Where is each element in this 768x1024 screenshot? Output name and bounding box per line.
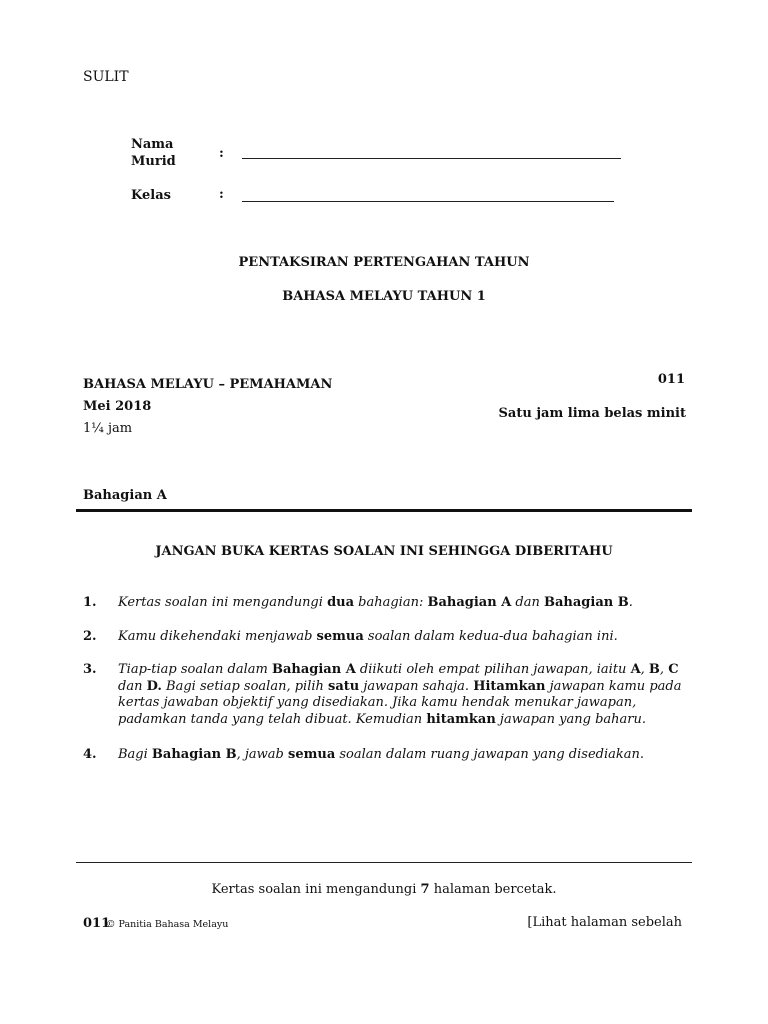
instruction-emphasis: Hitamkan bbox=[473, 678, 546, 694]
instruction-run: jawapan kamu pada kertas jawaban objektif yang disediakan. Jika kamu hendak menukar jawapan, padamkan tanda yang telah dibuat. Kemudian bbox=[118, 678, 682, 727]
turn-over-note: [Lihat halaman sebelah bbox=[527, 915, 682, 930]
student-class-field[interactable] bbox=[242, 201, 614, 202]
instruction-emphasis: A bbox=[630, 662, 641, 677]
instruction-run: Bagi setiap soalan, pilih bbox=[161, 678, 329, 694]
instruction-run: , jawab bbox=[236, 747, 289, 762]
instruction-emphasis: Bahagian A bbox=[427, 595, 512, 610]
footer-copyright: © Panitia Bahasa Melayu bbox=[106, 919, 229, 930]
paper-duration-words: Satu jam lima belas minit bbox=[498, 406, 686, 421]
instruction-run: , bbox=[640, 662, 649, 677]
instruction-run: soalan dalam kedua-dua bahagian ini. bbox=[363, 629, 618, 644]
paper-code: 011 bbox=[657, 372, 685, 387]
student-class-colon: : bbox=[219, 187, 224, 202]
warning-heading: JANGAN BUKA KERTAS SOALAN INI SEHINGGA DIBERITAHU bbox=[155, 544, 613, 559]
student-name-colon: : bbox=[219, 146, 224, 161]
instruction-text bbox=[118, 662, 688, 728]
instruction-run: jawapan sahaja. bbox=[359, 678, 474, 694]
section-divider bbox=[76, 509, 692, 512]
student-name-label: Nama Murid bbox=[131, 137, 176, 169]
page-count-note: Kertas soalan ini mengandungi 7 halaman bercetak. bbox=[211, 882, 557, 897]
instruction-emphasis: semua bbox=[288, 747, 336, 762]
instruction-emphasis: Bahagian B bbox=[544, 595, 629, 610]
instruction-emphasis: B bbox=[648, 662, 660, 677]
instruction-run: Bagi bbox=[118, 747, 152, 762]
instruction-emphasis: Bahagian B bbox=[151, 747, 237, 762]
instruction-emphasis: dua bbox=[327, 595, 355, 610]
instruction-run: , bbox=[659, 662, 669, 677]
instruction-run: Kertas soalan ini mengandungi bbox=[118, 595, 328, 610]
instruction-text bbox=[118, 629, 688, 646]
student-class-label: Kelas bbox=[131, 188, 171, 203]
subject-year-title: BAHASA MELAYU TAHUN 1 bbox=[282, 289, 486, 304]
instruction-run: Tiap-tiap soalan dalam bbox=[118, 662, 272, 677]
paper-subject: BAHASA MELAYU – PEMAHAMAN bbox=[83, 377, 333, 392]
exam-title: PENTAKSIRAN PERTENGAHAN TAHUN bbox=[238, 255, 530, 270]
instruction-emphasis: satu bbox=[328, 678, 360, 694]
instruction-run: Kamu dikehendaki menjawab bbox=[118, 629, 317, 644]
instruction-text bbox=[118, 595, 688, 612]
instruction-emphasis: semua bbox=[316, 629, 364, 644]
instruction-run: soalan dalam ruang jawapan yang disediakan. bbox=[335, 747, 645, 762]
instruction-run: diikuti oleh empat pilihan jawapan, iaitu bbox=[355, 662, 631, 677]
instruction-run: dan bbox=[118, 678, 147, 694]
instruction-run: . bbox=[628, 595, 633, 610]
classification-label: SULIT bbox=[83, 69, 129, 85]
section-label: Bahagian A bbox=[83, 488, 167, 503]
instruction-run: jawapan yang baharu. bbox=[495, 711, 646, 727]
paper-duration: 1¼ jam bbox=[83, 421, 133, 436]
instruction-emphasis: Bahagian A bbox=[271, 662, 356, 677]
instruction-emphasis: hitamkan bbox=[426, 711, 496, 727]
page-count-number: 7 bbox=[420, 882, 430, 897]
instruction-number: 3. bbox=[83, 662, 97, 677]
instruction-number: 4. bbox=[83, 747, 97, 762]
footer-divider bbox=[76, 862, 692, 863]
footer-paper-code: 011 bbox=[83, 916, 111, 931]
instruction-run: bahagian: bbox=[354, 595, 428, 610]
instruction-text bbox=[118, 747, 688, 764]
instruction-number: 2. bbox=[83, 629, 97, 644]
instruction-run: dan bbox=[511, 595, 545, 610]
paper-date: Mei 2018 bbox=[83, 399, 152, 414]
student-name-field[interactable] bbox=[242, 158, 621, 159]
instruction-emphasis: D. bbox=[146, 678, 162, 694]
instruction-emphasis: C bbox=[668, 662, 679, 677]
instruction-number: 1. bbox=[83, 595, 97, 610]
